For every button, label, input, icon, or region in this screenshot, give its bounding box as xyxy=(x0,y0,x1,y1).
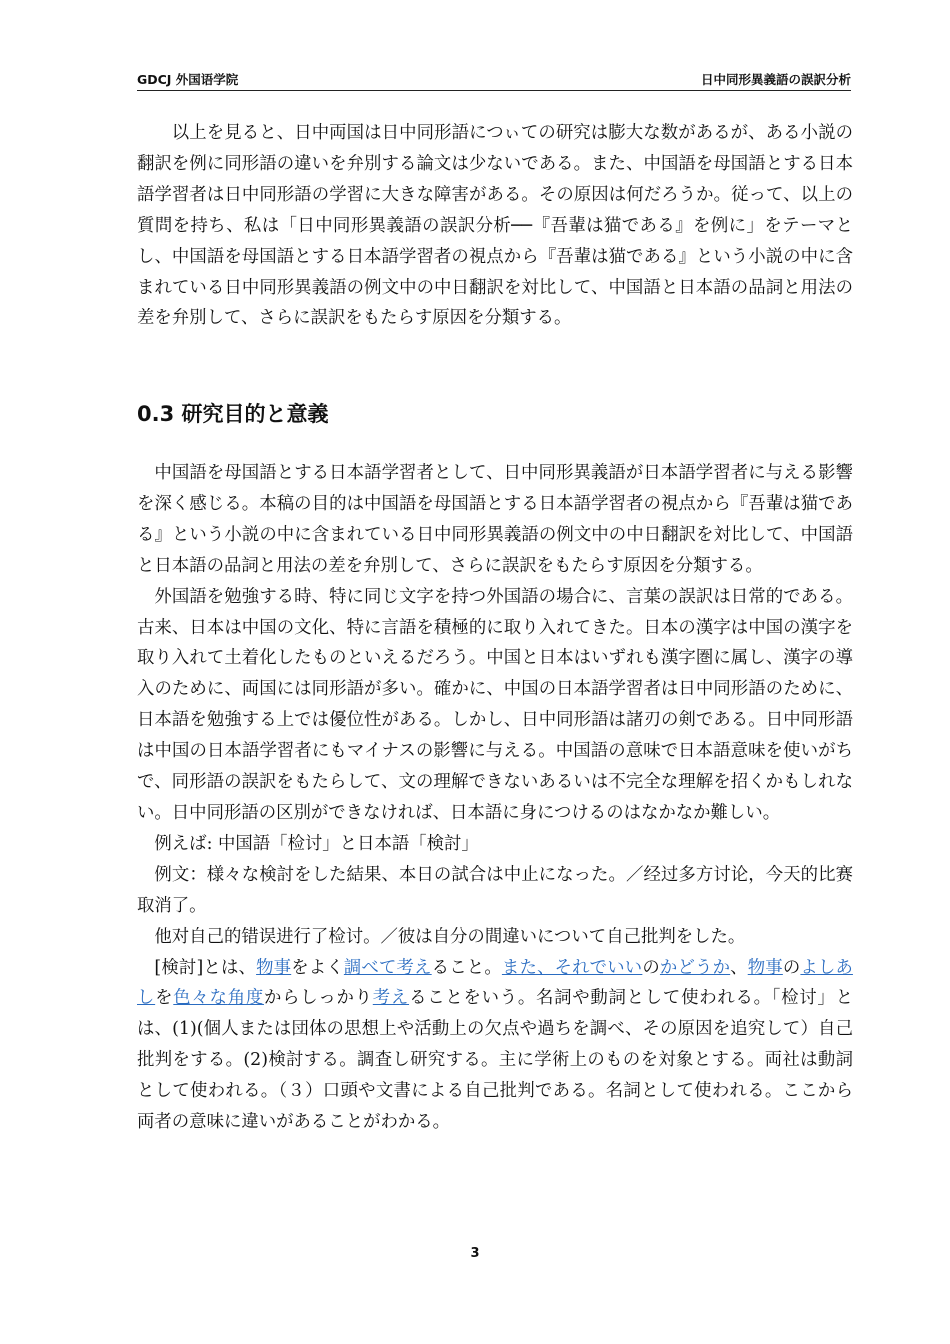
text-run: ることをいう。名詞や動詞として使われる。「检讨」とは、(1)(個人または団体の思想上や活動上の欠点や過ちを調べ、その原因を追究して）自己批判をする。(2)検討する。調査し研究する。主に学術上のものを対象とする。両社は動詞として使われる。（３）口頭や文書による自己批判である。名詞として使われる。ここから両者の意味に違いがあることがわかる。 xyxy=(137,988,853,1133)
example-sentence: 例文：様々な検討をした結果、本日の試合は中止になった。／经过多方讨论，今天的比赛取消了。 xyxy=(137,864,853,916)
section-intro-text xyxy=(137,118,853,334)
link-shirabete[interactable]: 調べて xyxy=(343,957,397,978)
link-kangae-2[interactable]: 考え xyxy=(372,988,410,1009)
text-run: の xyxy=(782,957,801,978)
text-run: 、 xyxy=(730,957,748,978)
paragraph: 以上を見ると、日中両国は日中同形語につぃての研究は膨大な数があるが、ある小説の翻訳を例に同形語の違いを弁別する論文は少ないである。また、中国語を母国語とする日本語学習者は日中同形語の学習に大きな障害がある。その原因は何だろうか。従って、以上の質問を持ち、私は「日中同形異義語の誤訳分析──『吾輩は猫である』を例に」をテーマとし、中国語を母国語とする日本語学習者の視点から『吾輩は猫である』という小説の中に含まれている日中同形異義語の例文中の中日翻訳を対比して、中国語と日本語の品詞と用法の差を弁別して、さらに誤訳をもたらす原因を分類する。 xyxy=(137,123,853,329)
link-kangae[interactable]: 考え xyxy=(396,957,432,978)
text-run: を xyxy=(155,988,174,1009)
header-title: 日中同形異義語の誤訳分析 xyxy=(700,72,851,87)
link-yoshiashi[interactable]: よしあし xyxy=(137,957,853,1009)
link-mata-soredeii[interactable]: また、それでいい xyxy=(501,957,643,978)
example-sentence: 他对自己的错误进行了检讨。／彼は自分の間違いについて自己批判をした。 xyxy=(154,926,746,947)
paragraph: 外国語を勉強する時、特に同じ文字を持つ外国語の場合に、言葉の誤訳は日常的である。古来、日本は中国の文化、特に言語を積極的に取り入れてきた。日本の漢字は中国の漢字を取り入れて土着化したものといえるだろう。中国と日本はいずれも漢字圏に属し、漢字の導入のために、両国には同形語が多い。確かに、中国の日本語学習者は日中同形語のために、日本語を勉強する上では優位性がある。しかし、日中同形語は諸刃の剣である。日中同形語は中国の日本語学習者にもマイナスの影響に与える。中国語の意味で日本語意味を使いがちで、同形語の誤訳をもたらして、文の理解できないあるいは不完全な理解を招くかもしれない。日中同形語の区別ができなければ、日本語に身につけるのはなかなか難しい。 xyxy=(137,586,853,823)
page-header xyxy=(137,64,851,91)
link-monogoto[interactable]: 物事 xyxy=(256,957,292,978)
link-monogoto-2[interactable]: 物事 xyxy=(747,957,783,978)
text-run: [検討]とは、 xyxy=(154,957,257,978)
definition-paragraph xyxy=(137,953,853,1138)
text-run: の xyxy=(642,957,660,978)
text-run: からしっかり xyxy=(263,988,373,1009)
paragraph: 中国語を母国語とする日本語学習者として、日中同形異義語が日本語学習者に与える影響を深く感じる。本稿の目的は中国語を母国語とする日本語学習者の視点から『吾輩は猫である』という小説の中に含まれている日中同形異義語の例文中の中日翻訳を対比して、中国語と日本語の品詞と用法の差を弁別して、さらに誤訳をもたらす原因を分類する。 xyxy=(137,463,853,576)
page-number: 3 xyxy=(470,1246,480,1261)
link-kakudo[interactable]: 角度 xyxy=(227,988,264,1009)
example-heading: 例えば: 中国語「检讨」と日本語「検討」 xyxy=(154,833,479,854)
text-run: をよく xyxy=(291,957,344,978)
header-institution: GDCJ 外国语学院 xyxy=(137,72,239,87)
link-kadouka[interactable]: かどうか xyxy=(659,957,731,978)
link-iroirona[interactable]: 色々な xyxy=(173,988,228,1009)
section-heading: 0.3 研究目的と意義 xyxy=(137,402,329,426)
section-body-text xyxy=(137,458,853,1138)
text-run: ること。 xyxy=(431,957,502,978)
